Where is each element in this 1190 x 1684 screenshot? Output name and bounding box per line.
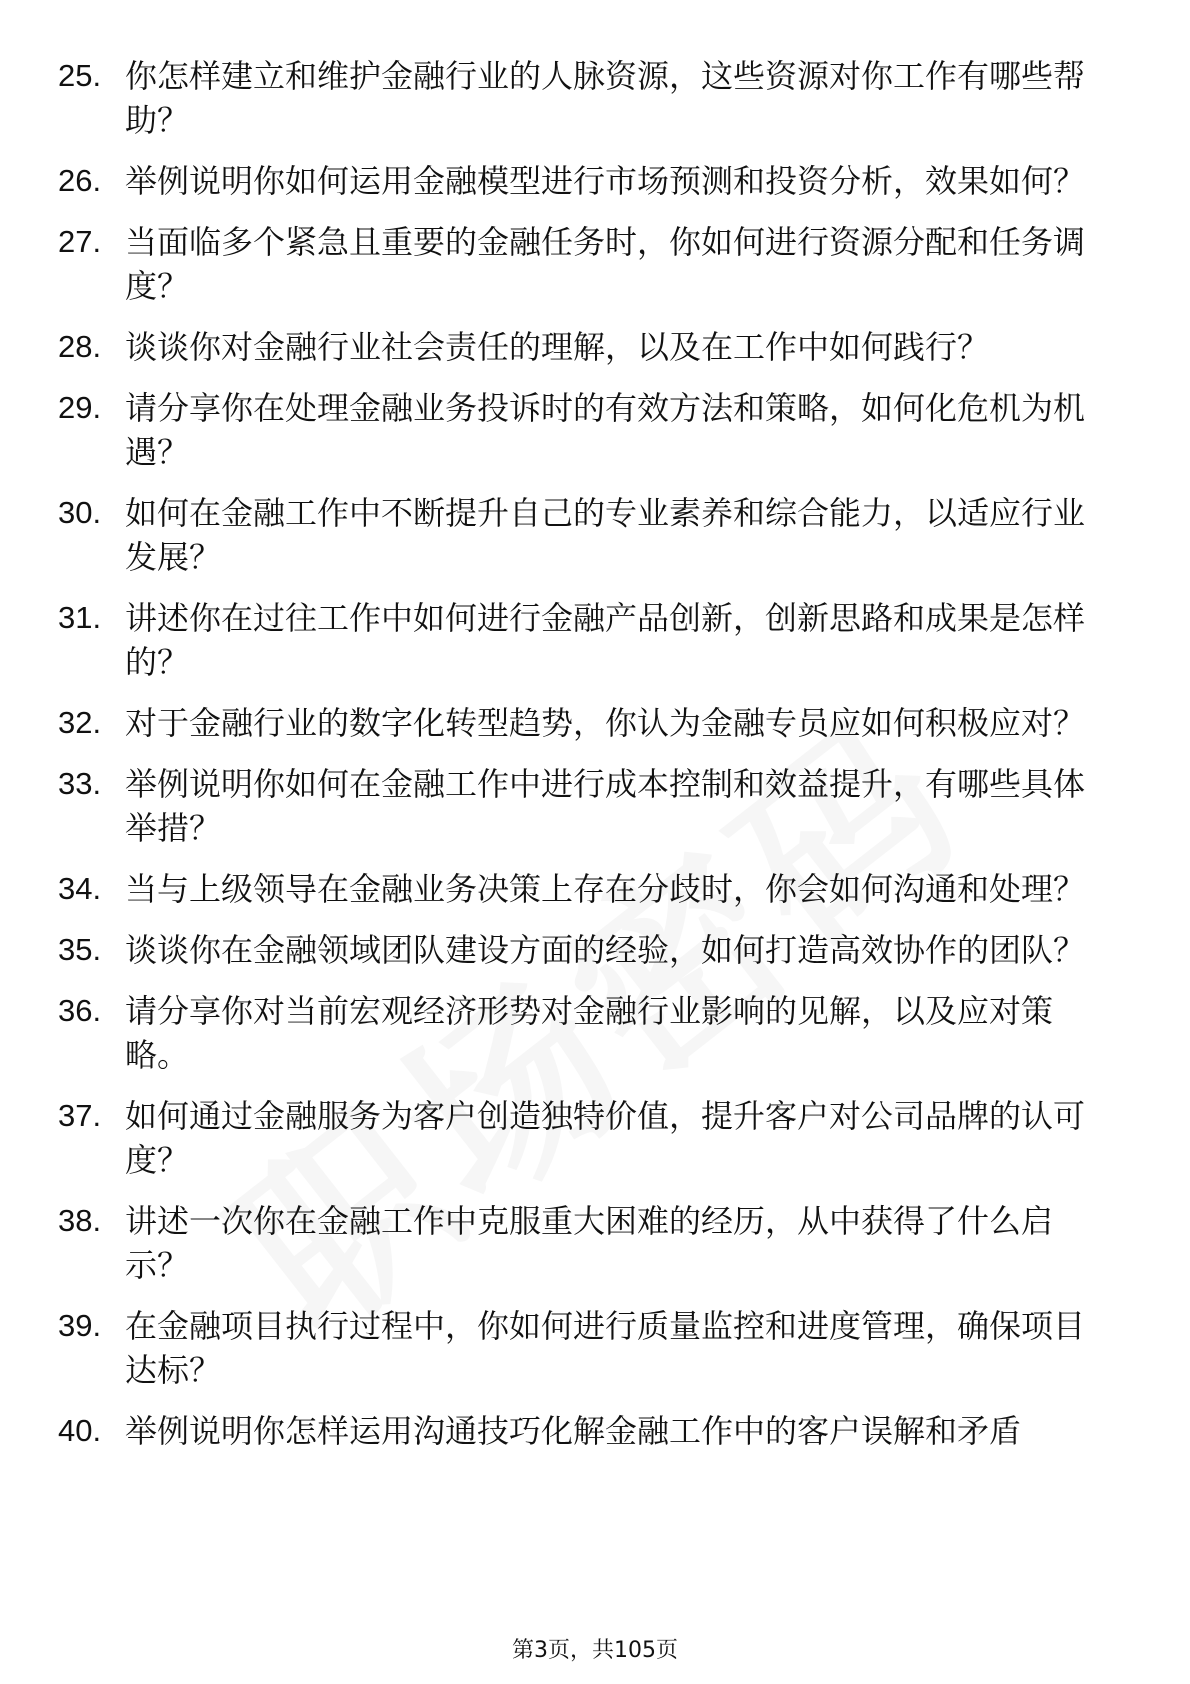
question-number: 30.	[58, 495, 102, 530]
question-text: 讲述你在过往工作中如何进行金融产品创新，创新思路和成果是怎样的？	[125, 599, 1086, 681]
question-number: 36.	[58, 993, 102, 1028]
question-number: 27.	[58, 224, 102, 259]
list-item	[0, 54, 1190, 142]
question-text: 当与上级领导在金融业务决策上存在分歧时，你会如何沟通和处理？	[125, 870, 1086, 908]
question-text: 举例说明你如何在金融工作中进行成本控制和效益提升，有哪些具体举措？	[125, 765, 1086, 847]
question-number: 29.	[58, 390, 102, 425]
question-text: 对于金融行业的数字化转型趋势，你认为金融专员应如何积极应对？	[125, 704, 1086, 742]
list-item	[0, 867, 1190, 911]
list-item	[0, 928, 1190, 972]
question-text: 如何通过金融服务为客户创造独特价值，提升客户对公司品牌的认可度？	[125, 1097, 1086, 1179]
question-text: 举例说明你如何运用金融模型进行市场预测和投资分析，效果如何？	[125, 162, 1086, 200]
question-number: 34.	[58, 871, 102, 906]
list-item	[0, 1199, 1190, 1287]
list-item	[0, 1094, 1190, 1182]
list-item	[0, 1409, 1190, 1453]
question-number: 26.	[58, 163, 102, 198]
question-text: 举例说明你怎样运用沟通技巧化解金融工作中的客户误解和矛盾	[125, 1412, 1022, 1450]
question-text: 在金融项目执行过程中，你如何进行质量监控和进度管理，确保项目达标？	[125, 1307, 1086, 1389]
list-item	[0, 325, 1190, 369]
question-text: 讲述一次你在金融工作中克服重大困难的经历，从中获得了什么启示？	[125, 1202, 1054, 1284]
question-text: 请分享你在处理金融业务投诉时的有效方法和策略，如何化危机为机遇？	[125, 389, 1086, 471]
list-item	[0, 596, 1190, 684]
list-item	[0, 1304, 1190, 1392]
list-item	[0, 220, 1190, 308]
list-item	[0, 386, 1190, 474]
question-text: 谈谈你在金融领域团队建设方面的经验，如何打造高效协作的团队？	[125, 931, 1086, 969]
question-text: 如何在金融工作中不断提升自己的专业素养和综合能力，以适应行业发展？	[125, 494, 1086, 576]
question-number: 37.	[58, 1098, 102, 1133]
question-number: 40.	[58, 1413, 102, 1448]
list-item	[0, 989, 1190, 1077]
question-number: 35.	[58, 932, 102, 967]
list-item	[0, 701, 1190, 745]
question-number: 38.	[58, 1203, 102, 1238]
list-item	[0, 159, 1190, 203]
page-footer: 第3页，共105页	[512, 1638, 678, 1663]
question-number: 33.	[58, 766, 102, 801]
question-number: 28.	[58, 329, 102, 364]
list-item	[0, 491, 1190, 579]
question-text: 谈谈你对金融行业社会责任的理解，以及在工作中如何践行？	[125, 328, 990, 366]
question-list	[0, 54, 1190, 1470]
question-text: 你怎样建立和维护金融行业的人脉资源，这些资源对你工作有哪些帮助？	[125, 57, 1086, 139]
list-item	[0, 762, 1190, 850]
question-number: 39.	[58, 1308, 102, 1343]
question-text: 当面临多个紧急且重要的金融任务时，你如何进行资源分配和任务调度？	[125, 223, 1086, 305]
question-text: 请分享你对当前宏观经济形势对金融行业影响的见解，以及应对策略。	[125, 992, 1054, 1074]
question-number: 31.	[58, 600, 102, 635]
question-number: 32.	[58, 705, 102, 740]
question-number: 25.	[58, 58, 102, 93]
